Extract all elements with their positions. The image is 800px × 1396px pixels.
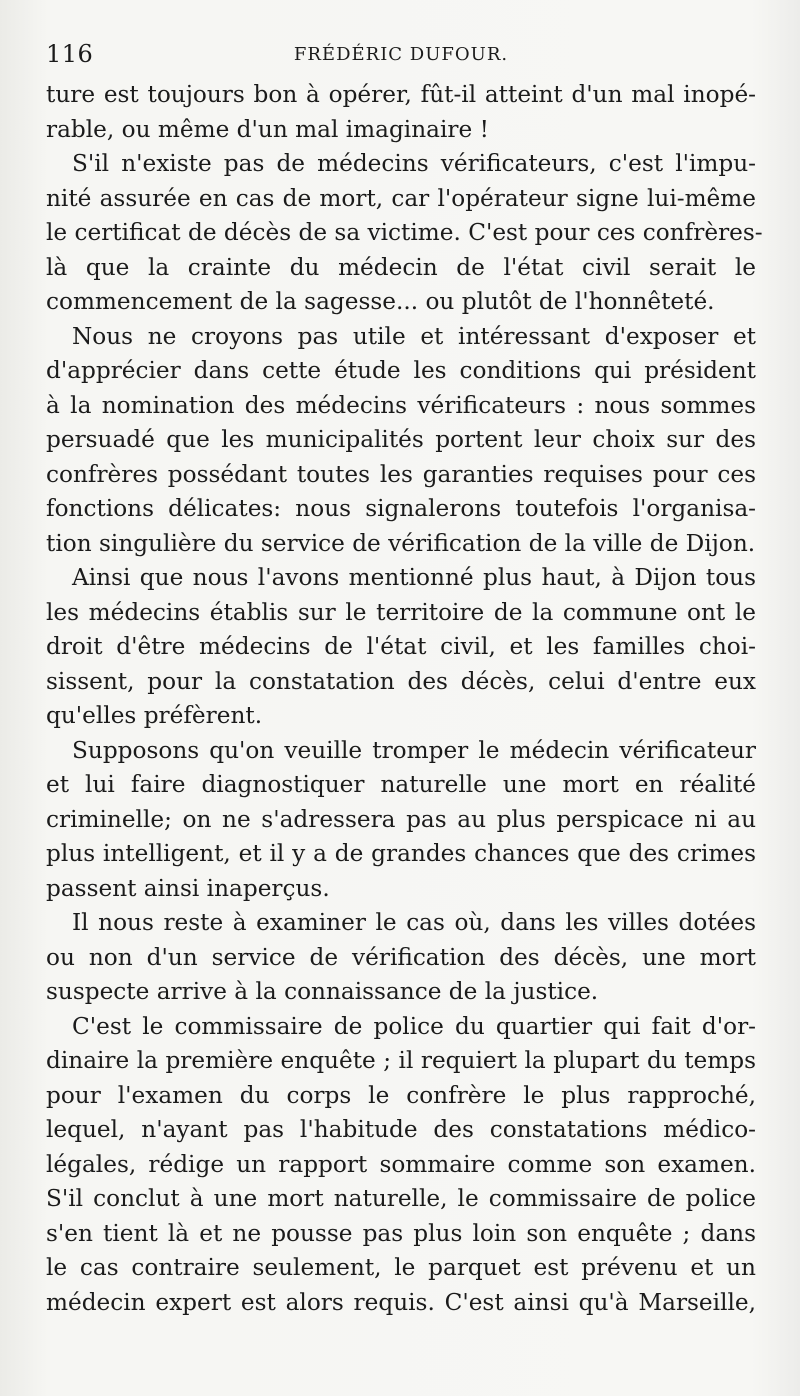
text-line: passent ainsi inaperçus. (46, 874, 330, 902)
text-line: légales, rédige un rapport sommaire comme son examen. (46, 1150, 756, 1178)
text-line: sissent, pour la constatation des décès, celui d'entre eux (46, 667, 756, 695)
text-line: confrères possédant toutes les garanties requises pour ces (46, 460, 756, 488)
page-number: 116 (46, 40, 94, 68)
text-line: médecin expert est alors requis. C'est ainsi qu'à Marseille, (46, 1288, 756, 1316)
text-line: le cas contraire seulement, le parquet est prévenu et un (46, 1254, 756, 1281)
text-line: d'apprécier dans cette étude les conditions qui président (46, 357, 756, 384)
text-line: qu'elles préfèrent. (46, 702, 263, 729)
text-line: dinaire la première enquête ; il requiert la plupart du temps (46, 1047, 756, 1074)
text-line: suspecte arrive à la connaissance de la justice. (46, 978, 599, 1005)
text-line: S'il conclut à une mort naturelle, le commissaire de police (46, 1185, 756, 1212)
text-line: le certificat de décès de sa victime. C'est pour ces confrères- (46, 219, 763, 246)
text-line: C'est le commissaire de police du quartier qui fait d'or- (72, 1012, 756, 1040)
text-line: ou non d'un service de vérification des décès, une mort (46, 943, 756, 971)
text-line: criminelle; on ne s'adressera pas au plus perspicace ni au (46, 805, 756, 833)
text-line: tion singulière du service de vérification de la ville de Dijon. (46, 529, 756, 557)
text-line: Il nous reste à examiner le cas où, dans les villes dotées (72, 909, 756, 936)
text-line: fonctions délicates: nous signalerons toutefois l'organisa- (46, 495, 756, 522)
text-line: droit d'être médecins de l'état civil, et les familles choi- (46, 633, 756, 660)
text-line: plus intelligent, et il y a de grandes chances que des crimes (46, 840, 756, 867)
text-line: commencement de la sagesse... ou plutôt de l'honnêteté. (46, 288, 715, 315)
text-line: s'en tient là et ne pousse pas plus loin son enquête ; dans (46, 1219, 756, 1247)
running-title: FRÉDÉRIC DUFOUR. (293, 44, 509, 65)
text-line: et lui faire diagnostiquer naturelle une mort en réalité (46, 771, 756, 798)
text-line: S'il n'existe pas de médecins vérificateurs, c'est l'impu- (72, 150, 756, 177)
page-header (46, 40, 756, 72)
text-line: là que la crainte du médecin de l'état civil serait le (46, 253, 756, 281)
text-line: pour l'examen du corps le confrère le plus rapproché, (46, 1081, 756, 1109)
text-line: rable, ou même d'un mal imaginaire ! (46, 115, 489, 143)
text-line: Ainsi que nous l'avons mentionné plus haut, à Dijon tous (72, 564, 756, 591)
text-line: lequel, n'ayant pas l'habitude des constatations médico- (46, 1116, 756, 1143)
text-line: à la nomination des médecins vérificateurs : nous sommes (46, 391, 756, 419)
text-line: les médecins établis sur le territoire de la commune ont le (46, 598, 756, 626)
text-line: Nous ne croyons pas utile et intéressant d'exposer et (72, 322, 756, 350)
text-line: persuadé que les municipalités portent leur choix sur des (46, 426, 756, 453)
text-line: Supposons qu'on veuille tromper le médecin vérificateur (72, 736, 756, 764)
text-line: ture est toujours bon à opérer, fût-il atteint d'un mal inopé- (46, 81, 756, 108)
text-line: nité assurée en cas de mort, car l'opérateur signe lui-même (46, 184, 756, 212)
body-text (46, 78, 763, 1320)
